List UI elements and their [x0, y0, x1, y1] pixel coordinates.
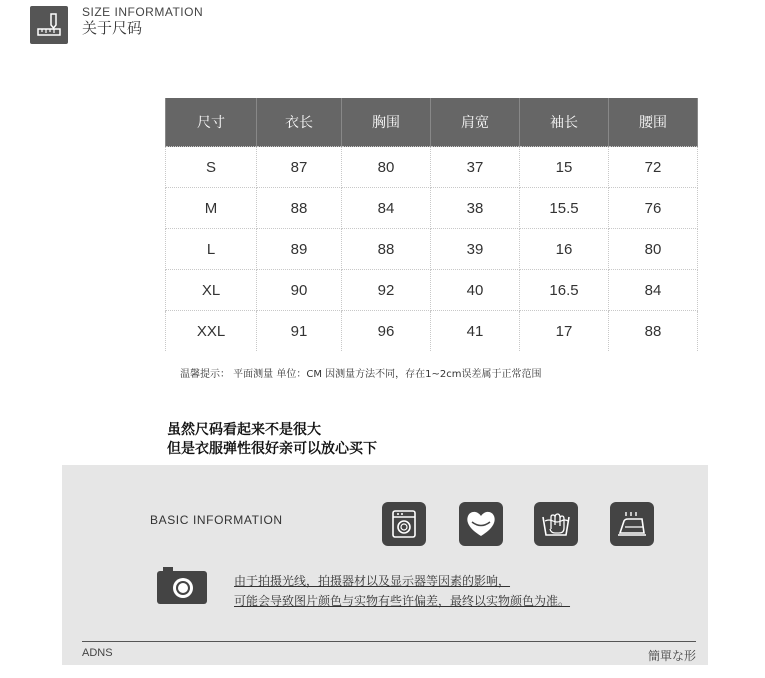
- header-title-en: SIZE INFORMATION: [82, 5, 204, 19]
- heart-icon: [459, 502, 503, 546]
- table-row: [166, 311, 698, 352]
- column-header: 腰围: [609, 98, 698, 147]
- table-cell: 89: [257, 229, 342, 270]
- basic-information-title: BASIC INFORMATION: [150, 513, 283, 527]
- table-cell: 15: [520, 147, 609, 188]
- table-cell: 88: [257, 188, 342, 229]
- table-cell: 88: [609, 311, 698, 352]
- basic-information-panel: [62, 465, 708, 665]
- column-header: 袖长: [520, 98, 609, 147]
- table-cell: 15.5: [520, 188, 609, 229]
- table-cell: L: [166, 229, 257, 270]
- table-header-row: [166, 98, 698, 147]
- table-cell: 76: [609, 188, 698, 229]
- table-cell: 37: [431, 147, 520, 188]
- table-row: [166, 270, 698, 311]
- measurement-note: 温馨提示： 平面测量 单位：CM 因测量方法不同，存在1~2cm误差属于正常范围: [180, 369, 542, 380]
- column-header: 衣长: [257, 98, 342, 147]
- brand-left: ADNS: [82, 647, 113, 659]
- column-header: 胸围: [342, 98, 431, 147]
- table-cell: M: [166, 188, 257, 229]
- slogan-line-1: 虽然尺码看起来不是很大: [167, 422, 321, 438]
- table-cell: 91: [257, 311, 342, 352]
- slogan-line-2: 但是衣服弹性很好亲可以放心买下: [167, 441, 377, 457]
- column-header: 尺寸: [166, 98, 257, 147]
- disclaimer-line-1: 由于拍摄光线，拍摄器材以及显示器等因素的影响，: [234, 574, 511, 588]
- color-disclaimer: [234, 571, 570, 611]
- table-cell: 90: [257, 270, 342, 311]
- section-header: [30, 6, 203, 44]
- divider: [82, 641, 696, 642]
- size-table: [165, 98, 698, 351]
- table-cell: XL: [166, 270, 257, 311]
- table-cell: 84: [342, 188, 431, 229]
- ruler-pencil-icon: [30, 6, 68, 44]
- table-cell: 38: [431, 188, 520, 229]
- table-cell: 92: [342, 270, 431, 311]
- table-cell: 40: [431, 270, 520, 311]
- camera-icon: [156, 565, 208, 609]
- table-cell: 41: [431, 311, 520, 352]
- iron-icon: [610, 502, 654, 546]
- table-cell: S: [166, 147, 257, 188]
- table-row: [166, 229, 698, 270]
- slogan: [167, 421, 377, 459]
- table-cell: 96: [342, 311, 431, 352]
- brand-right: 簡單な形: [647, 649, 696, 663]
- table-cell: 88: [342, 229, 431, 270]
- header-title-cn: 关于尺码: [82, 18, 143, 37]
- table-cell: 17: [520, 311, 609, 352]
- table-cell: 87: [257, 147, 342, 188]
- washing-machine-icon: [382, 502, 426, 546]
- table-cell: 39: [431, 229, 520, 270]
- hand-wash-icon: [534, 502, 578, 546]
- table-row: [166, 188, 698, 229]
- disclaimer-line-2: 可能会导致图片颜色与实物有些许偏差，最终以实物颜色为准。: [234, 594, 571, 608]
- table-cell: 16.5: [520, 270, 609, 311]
- table-row: [166, 147, 698, 188]
- table-cell: 16: [520, 229, 609, 270]
- table-cell: 72: [609, 147, 698, 188]
- table-cell: 80: [342, 147, 431, 188]
- table-cell: 80: [609, 229, 698, 270]
- table-cell: XXL: [166, 311, 257, 352]
- column-header: 肩宽: [431, 98, 520, 147]
- table-cell: 84: [609, 270, 698, 311]
